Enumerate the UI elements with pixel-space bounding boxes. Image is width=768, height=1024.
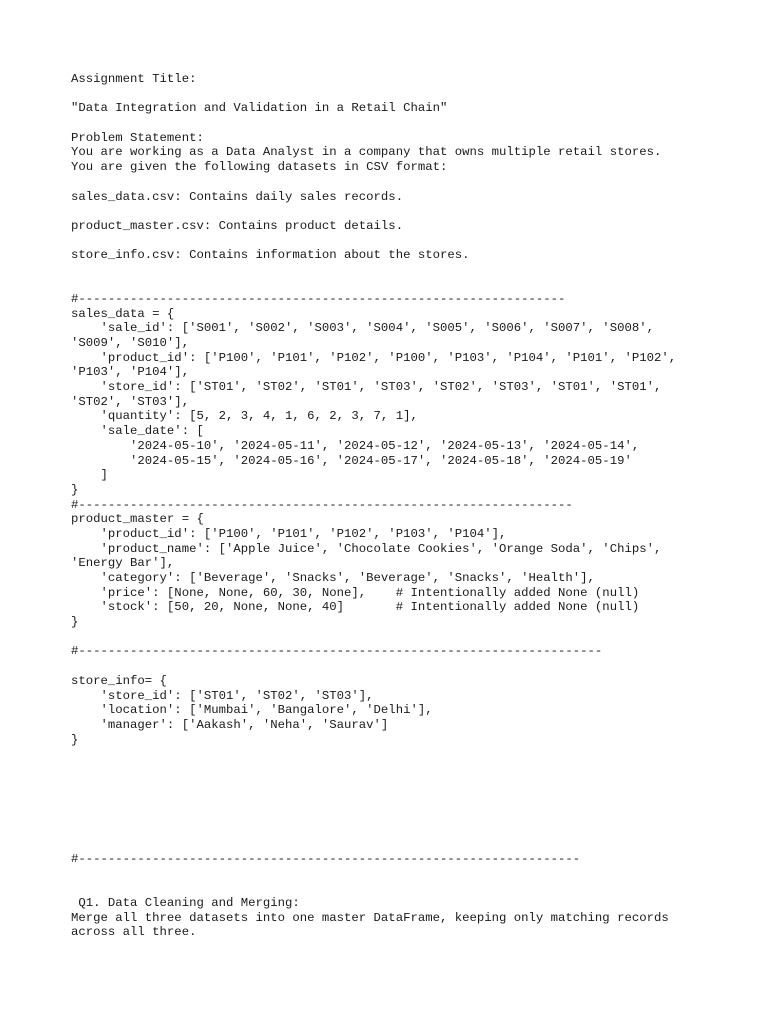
code-line: 'sale_date': [ (71, 424, 204, 439)
file-description: store_info.csv: Contains information about the stores. (71, 248, 470, 263)
store-info-code-block (71, 674, 731, 747)
separator-line: #------------------------------------------------------------------- (71, 497, 573, 512)
separator-line: #-------------------------------------------------------------------- (71, 852, 581, 867)
assignment-label: Assignment Title: (71, 72, 197, 86)
question-title: Q1. Data Cleaning and Merging: (71, 895, 300, 910)
code-line: } (71, 615, 79, 630)
code-line: 'Energy Bar'], (71, 556, 175, 571)
question-line: Merge all three datasets into one master DataFrame, keeping only matching records (71, 910, 669, 925)
separator-line: #------------------------------------------------------------------ (71, 291, 566, 306)
code-line: 'stock': [50, 20, None, None, 40] # Intentionally added None (null) (71, 600, 640, 615)
separator-line: #----------------------------------------------------------------------- (71, 644, 603, 659)
code-line: 'category': ['Beverage', 'Snacks', 'Beverage', 'Snacks', 'Health'], (71, 571, 595, 585)
code-line: } (71, 732, 79, 747)
code-line: 'quantity': [5, 2, 3, 4, 1, 6, 2, 3, 7, 1], (71, 409, 418, 424)
code-line: '2024-05-10', '2024-05-11', '2024-05-12', '2024-05-13', '2024-05-14', (71, 438, 640, 453)
code-line: 'product_name': ['Apple Juice', 'Chocolate Cookies', 'Orange Soda', 'Chips', (71, 541, 662, 556)
problem-line: You are given the following datasets in CSV format: (71, 160, 448, 175)
code-line: 'store_id': ['ST01', 'ST02', 'ST01', 'ST03', 'ST02', 'ST03', 'ST01', 'ST01', (71, 380, 662, 395)
problem-line: You are working as a Data Analyst in a company that owns multiple retail stores. (71, 145, 662, 160)
product-master-code-block (71, 512, 731, 630)
code-line: 'S009', 'S010'], (71, 336, 190, 350)
assignment-title: "Data Integration and Validation in a Retail Chain" (71, 101, 448, 116)
code-line: 'sale_id': ['S001', 'S002', 'S003', 'S004', 'S005', 'S006', 'S007', 'S008', (71, 321, 654, 336)
question-line: across all three. (71, 925, 197, 940)
code-line: 'product_id': ['P100', 'P101', 'P102', 'P103', 'P104'], (71, 526, 507, 541)
file-description: product_master.csv: Contains product details. (71, 218, 404, 233)
problem-label: Problem Statement: (71, 130, 204, 145)
code-line: 'price': [None, None, 60, 30, None], # Intentionally added None (null) (71, 585, 640, 600)
code-line: 'manager': ['Aakash', 'Neha', 'Saurav'] (71, 717, 389, 732)
document-page (71, 72, 731, 940)
code-line: sales_data = { (71, 306, 175, 321)
code-line: } (71, 482, 79, 497)
code-line: '2024-05-15', '2024-05-16', '2024-05-17', '2024-05-18', '2024-05-19' (71, 453, 632, 468)
code-line: store_info= { (71, 673, 167, 688)
code-line: ] (71, 468, 108, 483)
code-line: 'product_id': ['P100', 'P101', 'P102', 'P100', 'P103', 'P104', 'P101', 'P102', (71, 350, 677, 365)
code-line: product_master = { (71, 512, 204, 527)
code-line: 'P103', 'P104'], (71, 365, 190, 380)
file-description: sales_data.csv: Contains daily sales records. (71, 189, 404, 204)
code-line: 'store_id': ['ST01', 'ST02', 'ST03'], (71, 688, 374, 703)
code-line: 'ST02', 'ST03'], (71, 394, 190, 409)
sales-data-code-block (71, 307, 731, 498)
code-line: 'location': ['Mumbai', 'Bangalore', 'Delhi'], (71, 703, 433, 718)
